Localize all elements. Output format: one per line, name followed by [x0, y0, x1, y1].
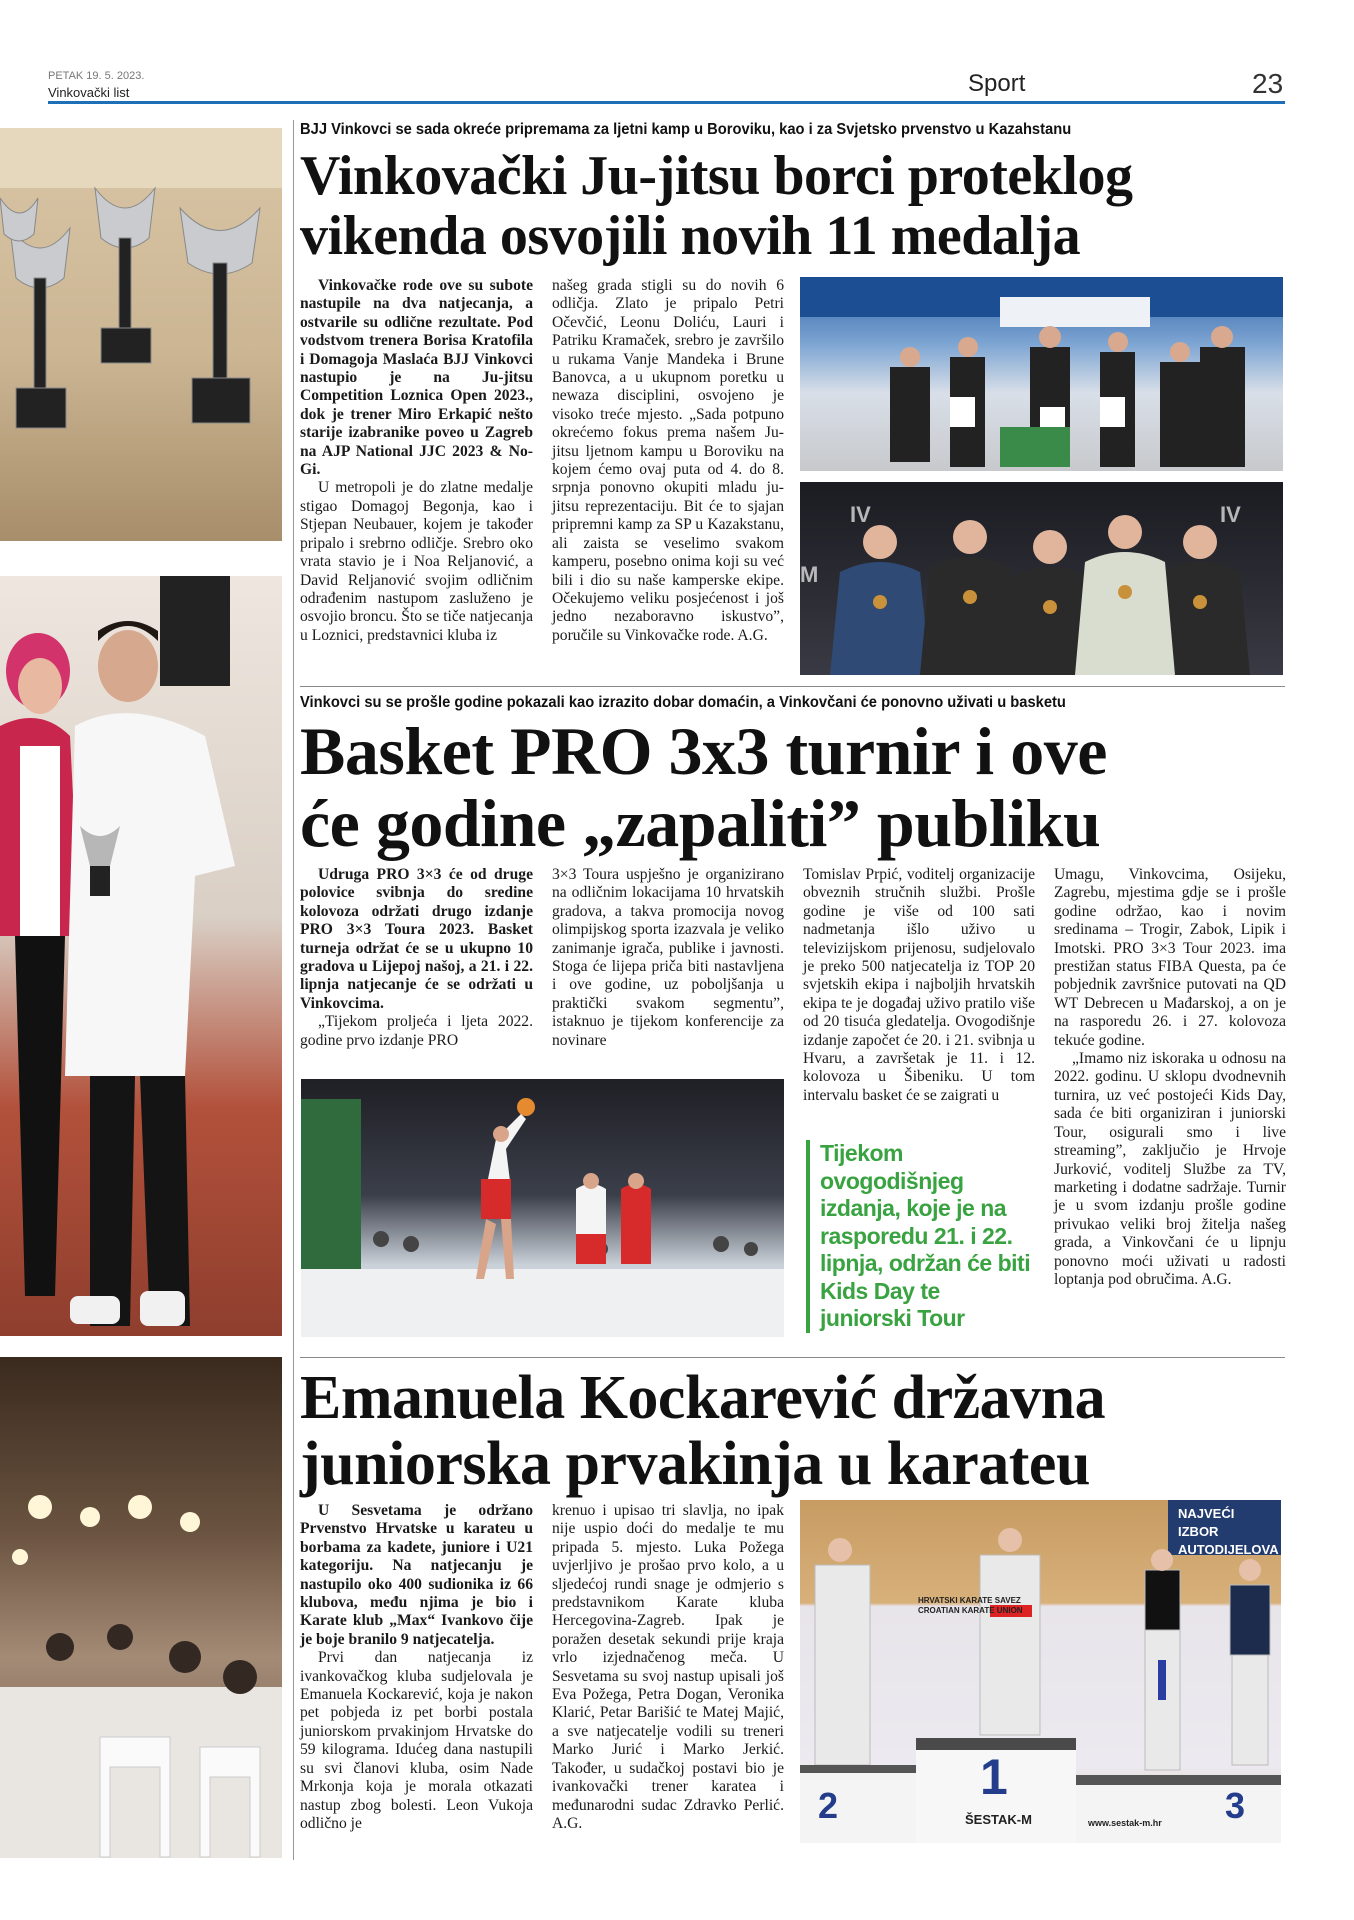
- banner-text: NAJVEĆI IZBOR AUTODIJELOVA: [1178, 1506, 1279, 1557]
- newspaper-name: Vinkovački list: [48, 85, 130, 100]
- article-divider: [300, 686, 1285, 687]
- jujitsu-medalists-photo: [800, 482, 1283, 675]
- section-title: Sport: [968, 70, 1026, 97]
- article1-column-1: [300, 277, 533, 645]
- podium-place-3: 3: [1225, 1785, 1246, 1826]
- podium-place-2: 2: [818, 1785, 839, 1826]
- article2-paragraph: „Tijekom proljeća i ljeta 2022. godine prvo izdanje PRO: [300, 1013, 533, 1049]
- article2-column-4: [1054, 866, 1286, 1289]
- article2-column-1: [300, 866, 533, 1050]
- article-divider: [300, 1357, 1285, 1358]
- column-separator: [293, 120, 294, 1860]
- article1-lede: Vinkovačke rode ove su subote nastupile na dva natjecanja, a ostvarile su odlične rezultate. Pod vodstvom trenera Borisa Kratofila i Domagoja Maslaća BJJ Vinkovci nastupio je na Ju-jitsu Competition Loznica Open 2023., dok je trener Miro Erkapić nešto starije izabranike poveo u Zagreb na AJP National JJC 2023 & No-Gi.: [300, 277, 533, 479]
- article3-paragraph: Prvi dan natjecanja iz ivankovačkog kluba sudjelovala je Emanuela Kockarević, koja je nakon pet pobjeda iz pet borbi postala juniorskom prvakinjom Hrvatske do 59 kilograma. Idućeg dana nastupili su svi članovi kluba, osim Nade Mrkonja koja je morala otkazati nastup zbog bolesti. Leon Vukoja odlično je: [300, 1649, 533, 1832]
- page-number: 23: [1252, 68, 1284, 99]
- article2-paragraph: Tomislav Prpić, voditelj organizacije obveznih stručnih službi. Prošle godine je više od 100 sati nadmetanja išlo uživo u televizijskom prijenosu, sudjelovalo je preko 500 natjecatelja iz TOP 20 svjetskih ekipa i najboljih hrvatskih ekipa te je događaj uživo pratilo više od 20 tisuća gledatelja. Ovogodišnje izdanje započet će 20. i 21. svibnja u Hvaru, a završetak je 11. i 12. kolovoza u Šibeniku. U tom intervalu basket će se zaigrati u: [803, 866, 1035, 1104]
- podium-place-1: 1: [980, 1749, 1008, 1805]
- svg-text:M: M: [800, 562, 819, 587]
- article1-column-2: [552, 277, 784, 645]
- article2-kicker: Vinkovci su se prošle godine pokazali kao izrazito dobar domaćin, a Vinkovčani će ponovno uživati u basketu: [300, 694, 1066, 711]
- article2-headline: [300, 715, 1107, 859]
- sponsor-url: www.sestak-m.hr: [1088, 1818, 1162, 1828]
- article1-kicker: BJJ Vinkovci se sada okreće pripremama za ljetni kamp u Boroviku, kao i za Svjetsko prvenstvo u Kazahstanu: [300, 121, 1072, 138]
- award-ceremony-photo: [0, 576, 282, 1336]
- article3-column-2: [552, 1502, 784, 1833]
- basketball-game-photo: [301, 1079, 784, 1337]
- federation-text: HRVATSKI KARATE SAVEZ CROATIAN KARATE UNION: [918, 1596, 1023, 1615]
- podium-third: [1076, 1775, 1281, 1843]
- article3-paragraph: krenuo i upisao tri slavlja, no ipak nije uspio doći do medalje te mu pripada 5. mjesto. Luka Požega uvjerljivo je prošao prvo kolo, a u sljedećoj rundi snage je odmjerio s predstavnikom Karate kluba Hercegovina-Zagreb. Ipak je poražen desetak sekundi prije kraja vrlo izjednačenog meča. U Sesvetama su svoj nastup upisali još Eva Požega, Petra Dogan, Veronika Klarić, Petar Barišić te Matej Majić, a sve natjecatelje vodili su treneri Marko Jurić i Marko Jerkić. Također, u sudačkoj postavi bio je ivankovački trener karatea i međunarodni sudac Zdravko Perlić. A.G.: [552, 1502, 784, 1832]
- article1-headline: [300, 146, 1132, 266]
- article1-paragraph: našeg grada stigli su do novih 6 odličja. Zlato je pripalo Petri Očevčić, Leonu Doliću, Lauri i Patriku Kramaček, srebro je završilo u rukama Vanje Mandeka i Brune Banovca, a u ukupnom poretku u newaza disciplini, osvojeno je visoko treće mjesto. „Sada potpuno okrećemo fokus prema našem Ju-jitsu ljetnom kampu u Boroviku na kojem ćemo ovaj puta od 4. do 8. srpnja ponovno okupiti mladu ju-jitsu reprezentaciju. Bit će to sjajan pripremni kamp za SP u Kazakstanu, ali zaista se veselimo svakom kamperu, posebno onima koji su već bili i dio su naše kamperske ekipe. Očekujemo veliku posjećenost i još jedno nezaboravno iskustvo”, poručile su Vinkovačke rode. A.G.: [552, 277, 784, 644]
- sponsor-logo: ŠESTAK-M: [965, 1812, 1032, 1827]
- article3-headline: [300, 1365, 1105, 1497]
- article1-headline-line: vikenda osvojili novih 11 medalja: [300, 205, 1081, 267]
- article2-paragraph: Umagu, Vinkovcima, Osijeku, Zagrebu, mjestima gdje se i prošle godine održao, kao i novim sredinama – Trogir, Zabok, Lipik i Imotski. PRO 3×3 Tour 2023. ima prestižan status FIBA Questa, pa će pobjednik završnice putovati na QD WT Debrecen u Mađarskoj, a on je na rasporedu 26. i 27. kolovoza tekuće godine.: [1054, 866, 1286, 1049]
- svg-text:IV: IV: [850, 502, 871, 527]
- pull-quote: Tijekom ovogodišnjeg izdanja, koje je na rasporedu 21. i 22. lipnja, održan će biti Kids Day te juniorski Tour: [806, 1140, 1035, 1333]
- article2-paragraph: „Imamo niz iskoraka u odnosu na 2022. godinu. U sklopu dvodnevnih turnira, uz već postojeći Kids Day, sada će biti organiziran i juniorski Tour, osigurali smo i live streaming”, zaključio je Hrvoje Jurković, voditelj Službe za TV, marketing i dodatne sadržaje. Turnir je u svom izdanju prošle godine privukao veliki broj žitelja našeg grada, a Vinkovčani će u lipnju ponovno moći uživati u radosti loptanja pod obručima. A.G.: [1054, 1050, 1286, 1288]
- article1-headline-line: Vinkovački Ju-jitsu borci proteklog: [300, 145, 1133, 207]
- svg-text:IV: IV: [1220, 502, 1241, 527]
- issue-date: PETAK 19. 5. 2023.: [48, 70, 145, 82]
- article3-column-1: [300, 1502, 533, 1833]
- article2-paragraph: 3×3 Toura uspješno je organizirano na odličnim lokacijama 10 hrvatskih gradova, a takva promocija novog olimpijskog sporta izazvala je veliko zanimanje igrača, publike i javnosti. Stoga će lijepa priča biti nastavljena i ove godine, uz poboljšanja u praktički svakom segmentu”, istaknuo je tijekom konferencije za novinare: [552, 866, 784, 1049]
- header-rule: [48, 101, 1285, 104]
- karate-podium-photo: [800, 1500, 1281, 1843]
- article3-lede: U Sesvetama je održano Prvenstvo Hrvatske u karateu u borbama za kadete, juniore i U21 kategoriju. Na natjecanju je nastupilo oko 400 sudionika iz 66 klubova, među njima je bio i Karate klub „Max“ Ivankovo čije je boje branilo 9 natjecatelja.: [300, 1502, 533, 1648]
- article1-paragraph: U metropoli je do zlatne medalje stigao Domagoj Begonja, kao i Stjepan Neubauer, kojem je također pripalo i srebrno odličje. Srebro oko vrata stavio je i Noa Reljanović, a David Reljanović svojim odličnim odrađenim nastupom zasluženo je osvojio broncu. Što se tiče natjecanja u Loznici, predstavnici kluba iz: [300, 479, 533, 644]
- article3-headline-line: Emanuela Kockarević državna: [300, 1364, 1106, 1432]
- trophies-photo: [0, 128, 282, 541]
- restaurant-dinner-photo: [0, 1357, 282, 1858]
- article2-headline-line: Basket PRO 3x3 turnir i ove: [300, 713, 1107, 789]
- article2-column-2: [552, 866, 784, 1050]
- article2-lede: Udruga PRO 3×3 će od druge polovice svibnja do sredine kolovoza održati drugo izdanje PRO 3×3 Toura 2023. Basket turneja održat će se u ukupno 10 gradova u Lijepoj našoj, a 21. i 22. lipnja natjecanje će se održati u Vinkovcima.: [300, 866, 533, 1012]
- jujitsu-team-photo: [800, 277, 1283, 471]
- article2-headline-line: će godine „zapaliti” publiku: [300, 785, 1101, 861]
- article2-column-3: [803, 866, 1035, 1105]
- article3-headline-line: juniorska prvakinja u karateu: [300, 1430, 1090, 1498]
